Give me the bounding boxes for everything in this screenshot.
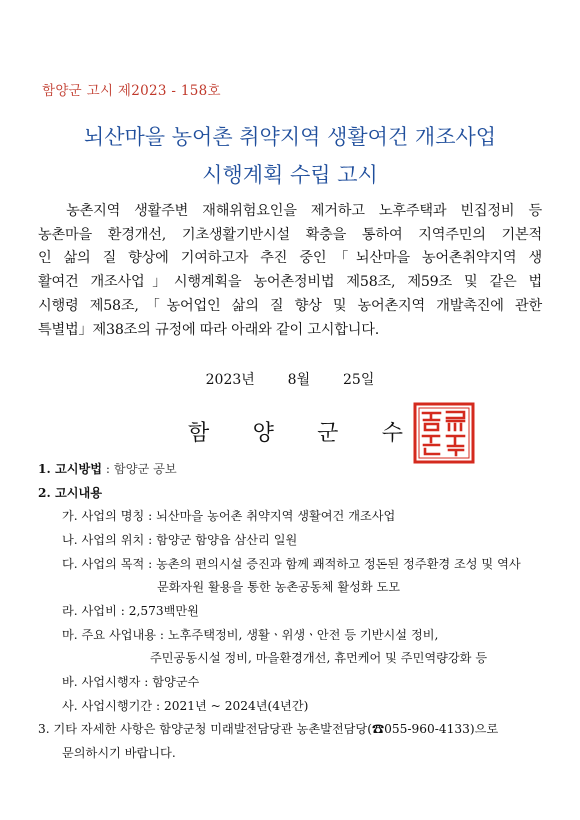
title-line-1: 뇌산마을 농어촌 취약지역 생활여건 개조사업 [83, 125, 497, 149]
body-paragraph [38, 200, 542, 342]
item-2-ra: 라. 사업비 : 2,573백만원 [62, 604, 199, 618]
title-line-2: 시행계획 수립 고시 [202, 163, 378, 187]
item-3-cont: 문의하시기 바랍니다. [62, 746, 176, 760]
body-line: 활여건 개조사업」시행계획을 농어촌정비법 제58조, 제59조 및 같은 법 [38, 274, 542, 291]
item-2-sa: 사. 사업시행기간 : 2021년 ~ 2024년(4년간) [62, 699, 309, 713]
item-1-label: 1. 고시방법 [38, 462, 103, 476]
item-1 [38, 460, 177, 477]
body-line: 시행령 제58조,「농어업인 삶의 질 향상 및 농어촌지역 개발촉진에 관한 [38, 297, 542, 314]
item-2-da: 다. 사업의 목적 : 농촌의 편의시설 증진과 함께 쾌적하고 정돈된 정주환경 조성 및 역사 [62, 557, 521, 571]
signer-char: 양 [252, 421, 274, 446]
signer-char: 군 [317, 421, 339, 446]
item-2-ga: 가. 사업의 명칭 : 뇌산마을 농어촌 취약지역 생활여건 개조사업 [62, 509, 396, 523]
item-1-value: : 함양군 공보 [102, 462, 177, 476]
notice-date: 2023년 8월 25일 [205, 372, 375, 388]
signer-name [188, 416, 403, 447]
signer-char: 함 [188, 421, 210, 446]
item-2-ba: 바. 사업시행자 : 함양군수 [62, 675, 200, 689]
body-line: 인 삶의 질 향상에 기여하고자 추진 중인「뇌산마을 농어촌취약지역 생 [38, 250, 542, 267]
official-seal-icon [413, 402, 475, 464]
signer-char: 수 [381, 421, 403, 446]
body-line: 농촌마을 환경개선, 기초생활기반시설 확충을 통하여 지역주민의 기본적 [38, 226, 542, 243]
item-2-na: 나. 사업의 위치 : 함양군 함양읍 삼산리 일원 [62, 533, 298, 547]
item-3: 3. 기타 자세한 사항은 함양군청 미래발전담당관 농촌발전담당(☎055-960-4133)으로 [38, 722, 499, 736]
item-2-ma-cont: 주민공동시설 정비, 마을환경개선, 휴먼케어 및 주민역량강화 등 [150, 651, 488, 665]
notice-number: 함양군 고시 제2023 - 158호 [42, 83, 221, 99]
item-2-da-cont: 문화자원 활용을 통한 농촌공동체 활성화 도모 [157, 580, 401, 594]
item-2-label: 2. 고시내용 [38, 486, 103, 500]
body-line: 농촌지역 생활주변 재해위험요인을 제거하고 노후주택과 빈집정비 등 [38, 203, 542, 219]
body-line: 특별법」제38조의 규정에 따라 아래와 같이 고시합니다. [38, 321, 380, 338]
item-2-ma: 마. 주요 사업내용 : 노후주택정비, 생활ㆍ위생ㆍ안전 등 기반시설 정비, [62, 628, 439, 642]
